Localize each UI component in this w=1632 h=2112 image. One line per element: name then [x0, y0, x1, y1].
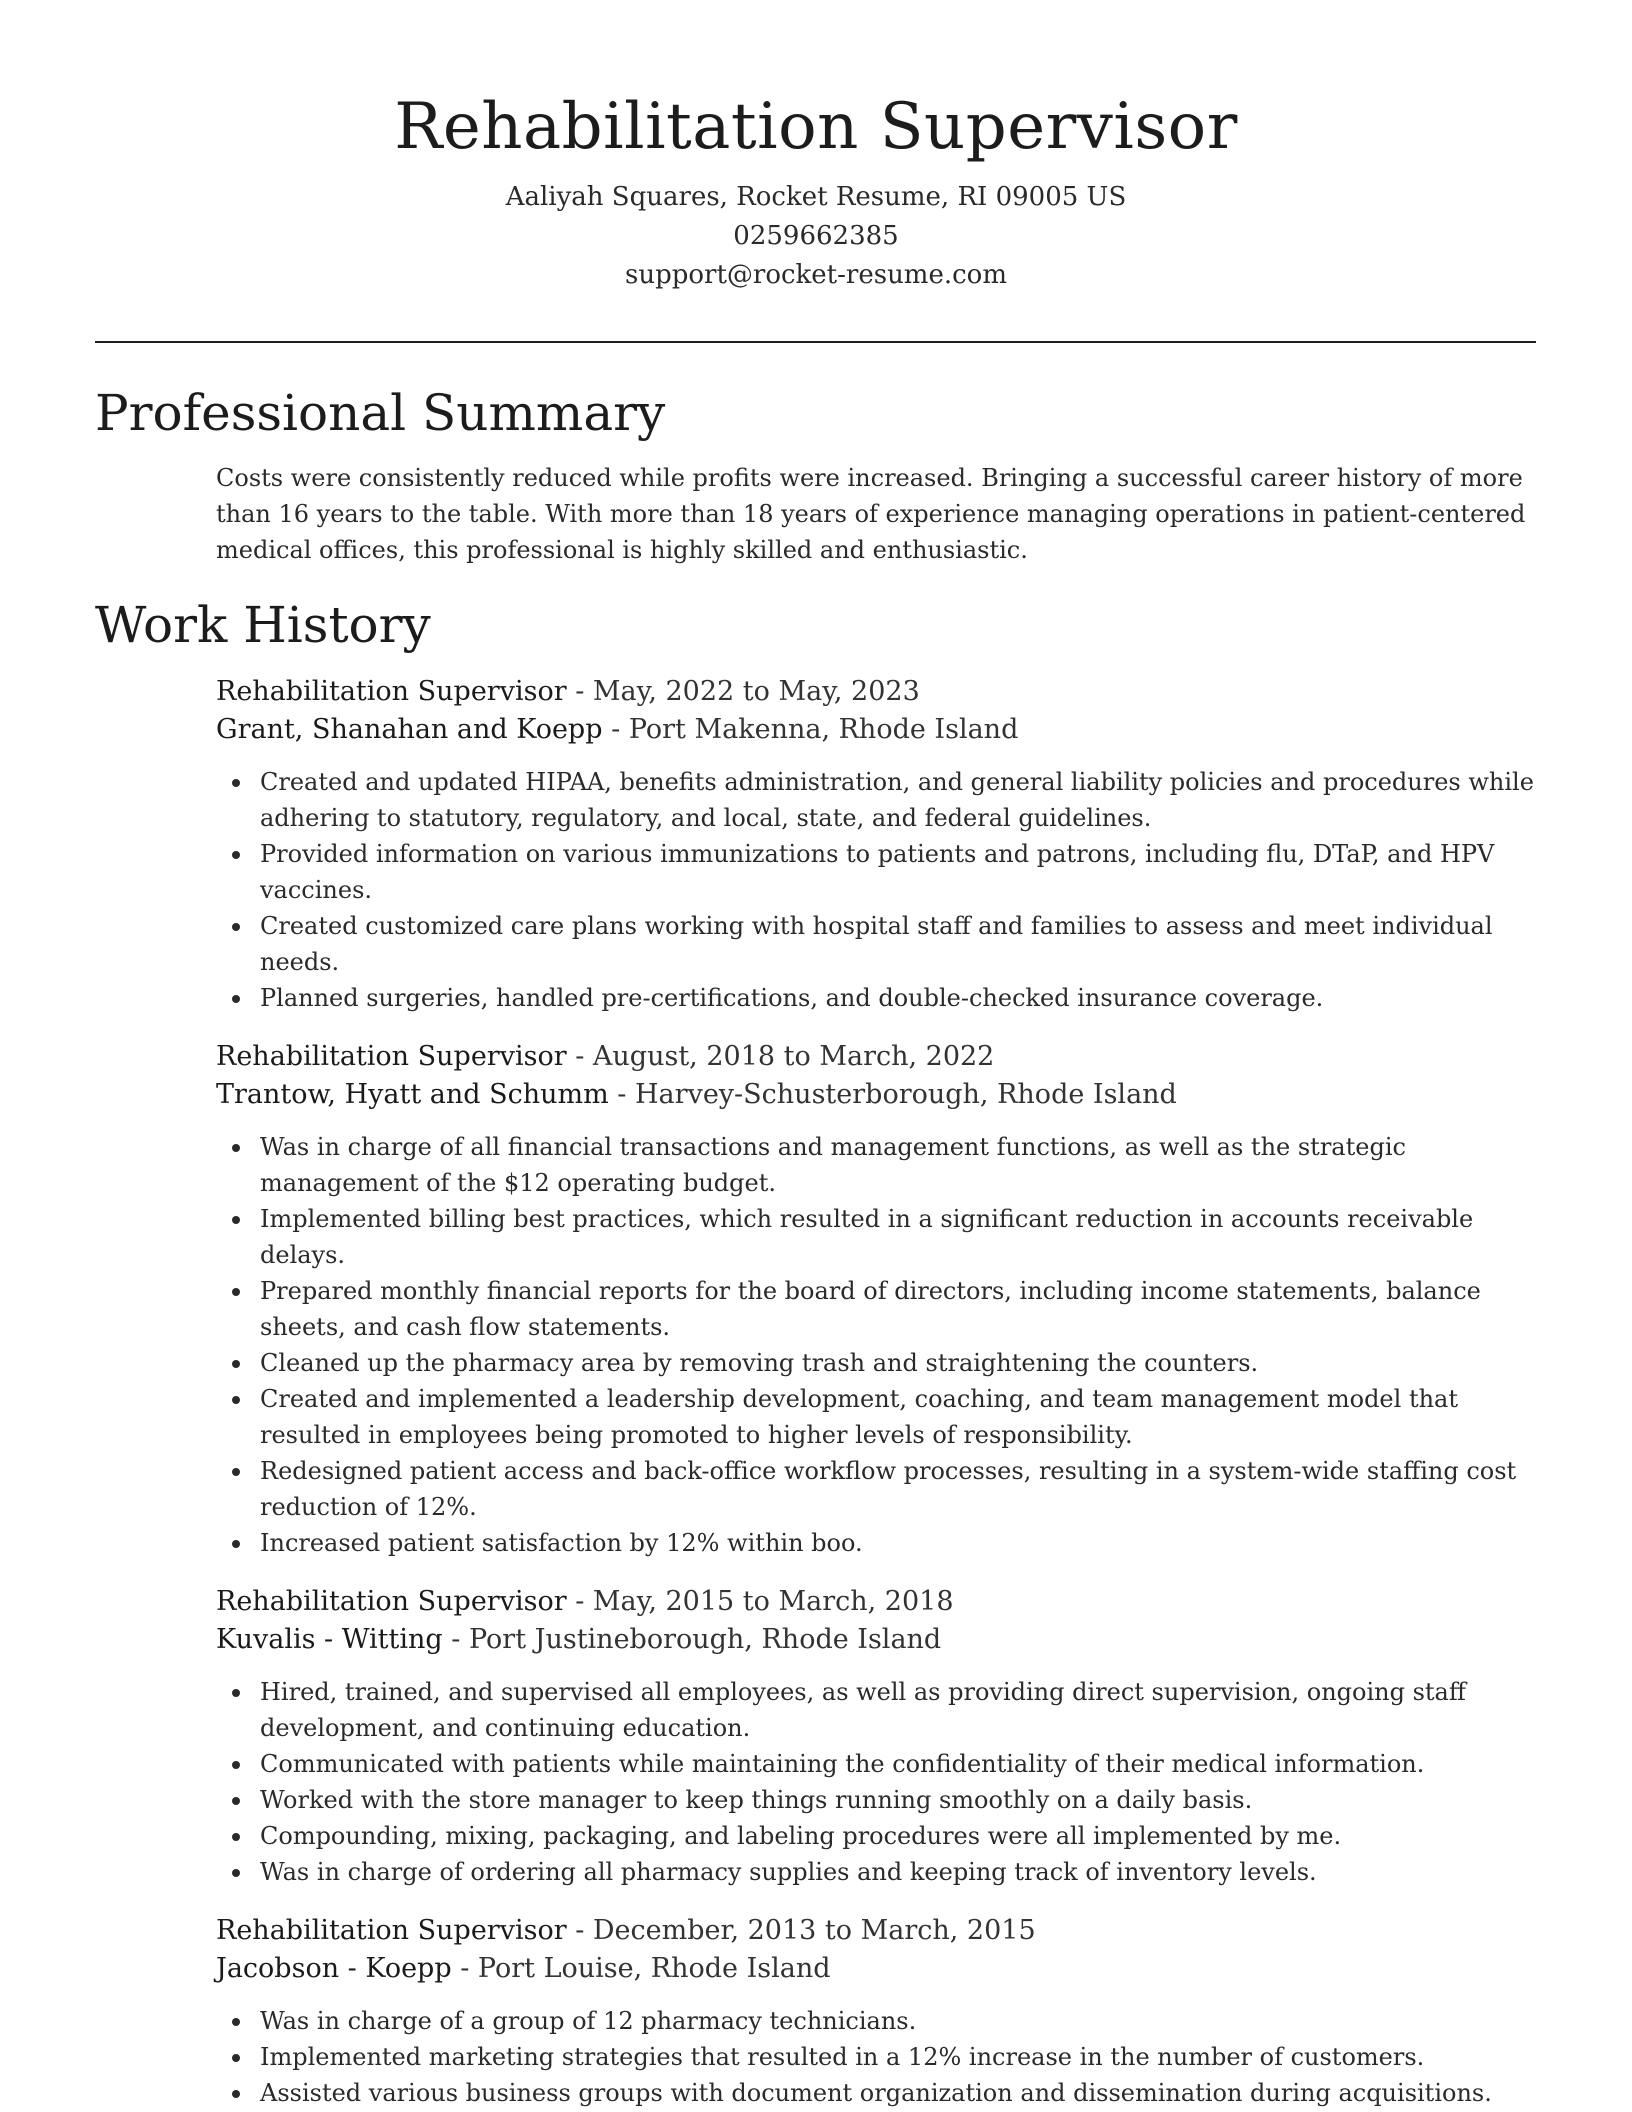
- candidate-name: Rehabilitation Supervisor: [394, 90, 1238, 164]
- job-bullet: Implemented billing best practices, which resulted in a significant reduction in accounts receivable delays.: [260, 1201, 1541, 1273]
- job-company: Trantow, Hyatt and Schumm: [216, 1079, 609, 1110]
- job-company: Kuvalis - Witting: [216, 1624, 443, 1655]
- job-bullet: Hired, trained, and supervised all employees, as well as providing direct supervision, ongoing staff development, and continuing education.: [260, 1674, 1541, 1746]
- job-company-line: Grant, Shanahan and Koepp - Port Makenna, Rhode Island: [216, 714, 1019, 745]
- resume-header: [0, 0, 1632, 295]
- contact-phone: 0259662385: [733, 221, 899, 251]
- summary-text: Costs were consistently reduced while profits were increased. Bringing a successful career history of more than 16 years to the table. With more than 18 years of experience managing operations in patient-centered medical offices, this professional is highly skilled and enthusiastic.: [216, 464, 1526, 564]
- header-divider: [95, 341, 1536, 343]
- job-bullet: Created customized care plans working with hospital staff and families to assess and meet individual needs.: [260, 908, 1541, 980]
- job-title-line: Rehabilitation Supervisor - August, 2018 to March, 2022: [216, 1041, 995, 1072]
- job-bullet: Provided information on various immunizations to patients and patrons, including flu, DTaP, and HPV vaccines.: [260, 836, 1541, 908]
- job-entry: [216, 1912, 1541, 2111]
- job-title-line: Rehabilitation Supervisor - May, 2015 to March, 2018: [216, 1586, 954, 1617]
- job-bullet: Planned surgeries, handled pre-certifications, and double-checked insurance coverage.: [260, 980, 1541, 1016]
- job-company: Grant, Shanahan and Koepp: [216, 714, 603, 745]
- job-title-line: Rehabilitation Supervisor - May, 2022 to May, 2023: [216, 676, 920, 707]
- job-bullet: Communicated with patients while maintaining the confidentiality of their medical information.: [260, 1746, 1541, 1782]
- job-company-line: Trantow, Hyatt and Schumm - Harvey-Schusterborough, Rhode Island: [216, 1079, 1177, 1110]
- job-company-line: Jacobson - Koepp - Port Louise, Rhode Island: [216, 1953, 831, 1984]
- job-bullets: [216, 1129, 1541, 1561]
- job-location: Port Louise, Rhode Island: [477, 1953, 831, 1984]
- job-title-line: Rehabilitation Supervisor - December, 2013 to March, 2015: [216, 1915, 1036, 1946]
- job-dates: August, 2018 to March, 2022: [592, 1041, 995, 1072]
- job-title: Rehabilitation Supervisor: [216, 1915, 567, 1946]
- job-bullet: Worked with the store manager to keep things running smoothly on a daily basis.: [260, 1782, 1541, 1818]
- job-bullet: Increased patient satisfaction by 12% within boo.: [260, 1525, 1541, 1561]
- job-location: Port Makenna, Rhode Island: [628, 714, 1019, 745]
- job-bullet: Was in charge of all financial transactions and management functions, as well as the strategic management of the $12 operating budget.: [260, 1129, 1541, 1201]
- job-dates: May, 2015 to March, 2018: [592, 1586, 954, 1617]
- job-title: Rehabilitation Supervisor: [216, 676, 567, 707]
- job-title: Rehabilitation Supervisor: [216, 1586, 567, 1617]
- job-location: Harvey-Schusterborough, Rhode Island: [635, 1079, 1177, 1110]
- section-title-summary: Professional Summary: [95, 384, 666, 442]
- job-entry: [216, 1583, 1541, 1890]
- job-bullet: Created and implemented a leadership development, coaching, and team management model that resulted in employees being promoted to higher levels of responsibility.: [260, 1381, 1541, 1453]
- contact-address: Aaliyah Squares, Rocket Resume, RI 09005 US: [505, 182, 1127, 212]
- job-bullet: Created and updated HIPAA, benefits administration, and general liability policies and procedures while adhering to statutory, regulatory, and local, state, and federal guidelines.: [260, 764, 1541, 836]
- work-history-list: [216, 673, 1541, 2112]
- job-bullet: Was in charge of a group of 12 pharmacy technicians.: [260, 2003, 1541, 2039]
- job-location: Port Justineborough, Rhode Island: [468, 1624, 942, 1655]
- job-dates: May, 2022 to May, 2023: [592, 676, 920, 707]
- job-bullets: [216, 1674, 1541, 1890]
- job-bullet: Prepared monthly financial reports for the board of directors, including income statements, balance sheets, and cash flow statements.: [260, 1273, 1541, 1345]
- job-company-line: Kuvalis - Witting - Port Justineborough, Rhode Island: [216, 1624, 942, 1655]
- job-bullet: Assisted various business groups with document organization and dissemination during acquisitions.: [260, 2075, 1541, 2111]
- job-bullets: [216, 2003, 1541, 2111]
- job-bullet: Compounding, mixing, packaging, and labeling procedures were all implemented by me.: [260, 1818, 1541, 1854]
- job-title: Rehabilitation Supervisor: [216, 1041, 567, 1072]
- job-entry: [216, 1038, 1541, 1561]
- job-entry: [216, 673, 1541, 1016]
- contact-block: [0, 178, 1632, 295]
- job-bullet: Cleaned up the pharmacy area by removing trash and straightening the counters.: [260, 1345, 1541, 1381]
- job-bullets: [216, 764, 1541, 1016]
- job-bullet: Redesigned patient access and back-office workflow processes, resulting in a system-wide staffing cost reduction of 12%.: [260, 1453, 1541, 1525]
- job-company: Jacobson - Koepp: [216, 1953, 452, 1984]
- job-bullet: Was in charge of ordering all pharmacy supplies and keeping track of inventory levels.: [260, 1854, 1541, 1890]
- contact-email: support@rocket-resume.com: [624, 260, 1007, 290]
- section-title-work-history: Work History: [95, 596, 431, 654]
- job-dates: December, 2013 to March, 2015: [592, 1915, 1036, 1946]
- job-bullet: Implemented marketing strategies that resulted in a 12% increase in the number of customers.: [260, 2039, 1541, 2075]
